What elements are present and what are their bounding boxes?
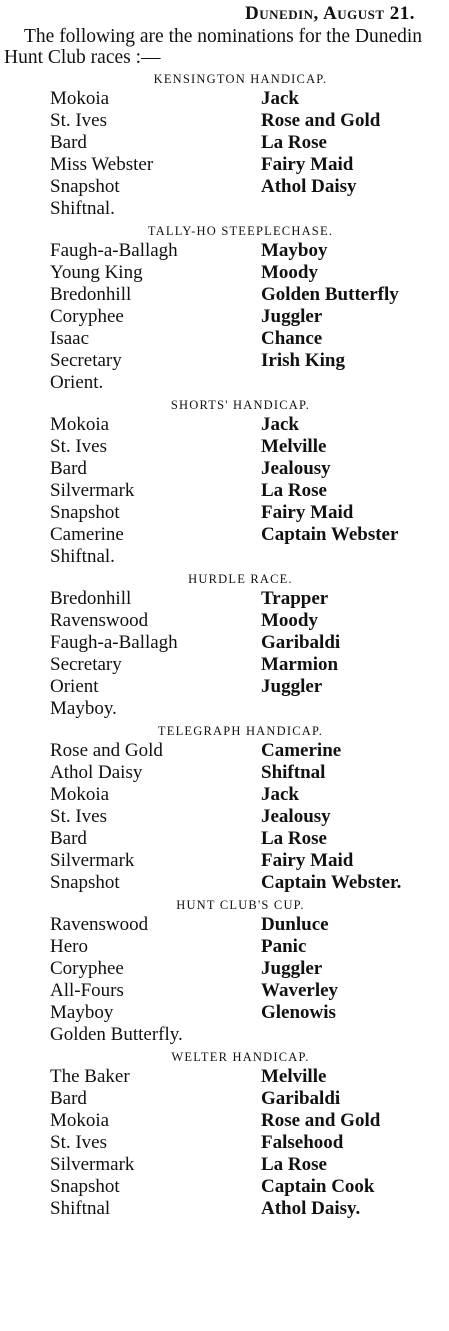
nomination-right: La Rose [261,132,327,153]
nomination-right: Jack [261,784,299,805]
nomination-left: St. Ives [50,1132,107,1153]
nomination-right: Melville [261,436,327,457]
nomination-row [4,872,443,894]
race-sections [4,70,443,1220]
nomination-left: Bard [50,828,87,849]
race-section [4,722,443,894]
nomination-row [4,1066,443,1088]
race-section [4,222,443,394]
nomination-right: Irish King [261,350,345,371]
nomination-right: Moody [261,262,318,283]
nomination-left: Snapshot [50,872,120,893]
nomination-left: All-Fours [50,980,124,1001]
nomination-row [4,110,443,132]
nomination-left: Ravenswood [50,610,149,631]
nomination-row [4,740,443,762]
nomination-left: Silvermark [50,480,135,501]
race-section [4,896,443,1046]
nomination-right: Captain Webster [261,524,399,545]
nomination-left: Athol Daisy [50,762,143,783]
nomination-row [4,240,443,262]
nomination-left: Faugh-a-Ballagh [50,632,178,653]
nomination-row [4,1110,443,1132]
nomination-right: Waverley [261,980,339,1001]
nomination-row [4,588,443,610]
nomination-row [4,632,443,654]
nomination-right: Juggler [261,958,323,979]
nomination-left: Bredonhill [50,588,132,609]
nomination-right: Trapper [261,588,329,609]
nomination-row [4,676,443,698]
nomination-right: Juggler [261,676,323,697]
nomination-row [4,306,443,328]
nomination-row [4,1198,443,1220]
nomination-right: Fairy Maid [261,850,354,871]
nomination-right: Athol Daisy [261,176,357,197]
nomination-left: St. Ives [50,806,107,827]
nomination-left: Silvermark [50,1154,135,1175]
nomination-right: Fairy Maid [261,502,354,523]
nomination-right: Moody [261,610,318,631]
nomination-row [4,328,443,350]
nomination-right: Mayboy [261,240,328,261]
nomination-row [4,1132,443,1154]
nomination-row [4,1176,443,1198]
nomination-right: Garibaldi [261,632,341,653]
nomination-single: Orient. [50,372,104,393]
nomination-left: Mokoia [50,88,110,109]
nomination-row [4,784,443,806]
nomination-row [4,350,443,372]
nomination-row [4,1088,443,1110]
nomination-right: Chance [261,328,323,349]
nomination-left: Hero [50,936,88,957]
nomination-left: Snapshot [50,502,120,523]
nomination-row [4,654,443,676]
nomination-single: Golden Butterfly. [50,1024,183,1045]
nomination-left: Bard [50,132,87,153]
dateline: Dunedin, August 21. [245,3,415,24]
nomination-right: Juggler [261,306,323,327]
nomination-right: Jack [261,88,299,109]
nomination-right: La Rose [261,1154,327,1175]
nomination-left: St. Ives [50,110,107,131]
nomination-left: Mayboy [50,1002,114,1023]
nomination-row [4,958,443,980]
nomination-left: Bredonhill [50,284,132,305]
nomination-left: Mokoia [50,1110,110,1131]
nomination-row [4,828,443,850]
nomination-left: The Baker [50,1066,130,1087]
nomination-right: Rose and Gold [261,1110,381,1131]
race-section [4,70,443,220]
race-title: TALLY-HO STEEPLECHASE. [147,224,334,238]
intro-paragraph: The following are the nominations for the Dunedin Hunt Club races :— [4,26,423,68]
nomination-left: Secretary [50,350,122,371]
race-section [4,396,443,568]
nomination-single: Shiftnal. [50,546,115,567]
nomination-left: Secretary [50,654,122,675]
nomination-right: Marmion [261,654,339,675]
nomination-single: Shiftnal. [50,198,115,219]
nomination-left: Coryphee [50,306,124,327]
nomination-right: Fairy Maid [261,154,354,175]
nomination-left: Silvermark [50,850,135,871]
nomination-right: Captain Webster. [261,872,402,893]
nomination-left: Snapshot [50,1176,120,1197]
nomination-left: Bard [50,1088,87,1109]
nomination-row [4,154,443,176]
nomination-left: Coryphee [50,958,124,979]
nomination-right: Dunluce [261,914,329,935]
nomination-row [4,436,443,458]
nomination-right: Jealousy [261,806,331,827]
nomination-row [4,980,443,1002]
nomination-right: Melville [261,1066,327,1087]
nomination-row [4,1154,443,1176]
nomination-right: Athol Daisy. [261,1198,361,1219]
nomination-single: Mayboy. [50,698,117,719]
nomination-left: Shiftnal [50,1198,111,1219]
nomination-row [4,262,443,284]
nomination-row [4,936,443,958]
nomination-right: Camerine [261,740,342,761]
race-title: KENSINGTON HANDICAP. [153,72,328,86]
nomination-row [4,914,443,936]
nomination-right: Garibaldi [261,1088,341,1109]
race-title: WELTER HANDICAP. [171,1050,310,1064]
nomination-left: Isaac [50,328,90,349]
race-title: HURDLE RACE. [188,572,293,586]
nomination-row [4,502,443,524]
nomination-row [4,414,443,436]
nomination-left: Ravenswood [50,914,149,935]
nomination-row [4,88,443,110]
nomination-row [4,480,443,502]
nomination-left: Young King [50,262,143,283]
nomination-right: Falsehood [261,1132,344,1153]
nomination-row [4,806,443,828]
nomination-right: La Rose [261,480,327,501]
nomination-row [4,850,443,872]
race-title: SHORTS' HANDICAP. [170,398,311,412]
nomination-row [4,284,443,306]
nomination-left: Faugh-a-Ballagh [50,240,178,261]
nomination-left: Orient [50,676,99,697]
nomination-row [4,610,443,632]
nomination-right: Jack [261,414,299,435]
nomination-right: Shiftnal [261,762,326,783]
race-title: TELEGRAPH HANDICAP. [157,724,324,738]
nomination-row [4,176,443,198]
nomination-right: Golden Butterfly [261,284,399,305]
nomination-right: Captain Cook [261,1176,375,1197]
nomination-left: Miss Webster [50,154,154,175]
race-section [4,1048,443,1220]
race-title: HUNT CLUB'S CUP. [176,898,305,912]
nomination-right: Jealousy [261,458,331,479]
nomination-row [4,132,443,154]
nomination-row [4,1002,443,1024]
nomination-row [4,762,443,784]
nomination-right: Glenowis [261,1002,336,1023]
nomination-right: Rose and Gold [261,110,381,131]
nomination-left: Mokoia [50,414,110,435]
nomination-left: Snapshot [50,176,120,197]
nomination-row [4,524,443,546]
nomination-left: Camerine [50,524,124,545]
nomination-right: La Rose [261,828,327,849]
nomination-left: Mokoia [50,784,110,805]
nomination-right: Panic [261,936,307,957]
nomination-left: St. Ives [50,436,107,457]
nomination-left: Rose and Gold [50,740,163,761]
race-section [4,570,443,720]
nomination-row [4,458,443,480]
nomination-left: Bard [50,458,87,479]
